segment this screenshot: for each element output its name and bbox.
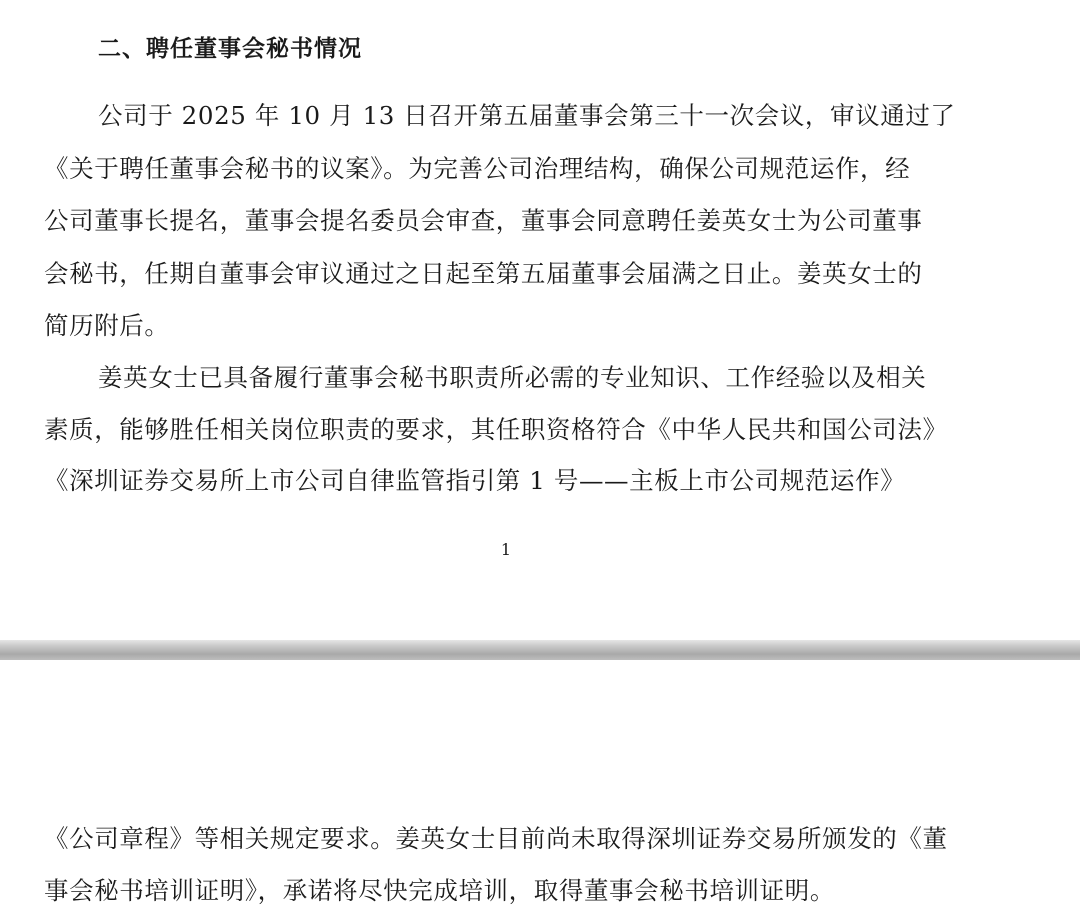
paragraph-line: 公司于 2025 年 10 月 13 日召开第五届董事会第三十一次会议，审议通过了 <box>98 101 956 130</box>
paragraph-line: 会秘书，任期自董事会审议通过之日起至第五届董事会届满之日止。姜英女士的 <box>44 259 923 288</box>
paragraph-line: 《关于聘任董事会秘书的议案》。为完善公司治理结构，确保公司规范运作，经 <box>44 154 911 183</box>
document-page-2 <box>0 660 1080 918</box>
paragraph-line: 事会秘书培训证明》，承诺将尽快完成培训，取得董事会秘书培训证明。 <box>44 876 835 905</box>
paragraph-line: 素质，能够胜任相关岗位职责的要求，其任职资格符合《中华人民共和国公司法》 <box>44 415 948 444</box>
paragraph-line: 姜英女士已具备履行董事会秘书职责所必需的专业知识、工作经验以及相关 <box>98 363 927 392</box>
section-heading: 二、聘任董事会秘书情况 <box>98 36 362 62</box>
page-separator <box>0 640 1080 660</box>
paragraph-line: 《公司章程》等相关规定要求。姜英女士目前尚未取得深圳证券交易所颁发的《董 <box>44 824 948 853</box>
paragraph-line: 简历附后。 <box>44 311 170 340</box>
page-number: 1 <box>500 540 512 559</box>
paragraph-line: 公司董事长提名，董事会提名委员会审查，董事会同意聘任姜英女士为公司董事 <box>44 206 923 235</box>
paragraph-line: 《深圳证券交易所上市公司自律监管指引第 1 号——主板上市公司规范运作》 <box>44 466 906 495</box>
